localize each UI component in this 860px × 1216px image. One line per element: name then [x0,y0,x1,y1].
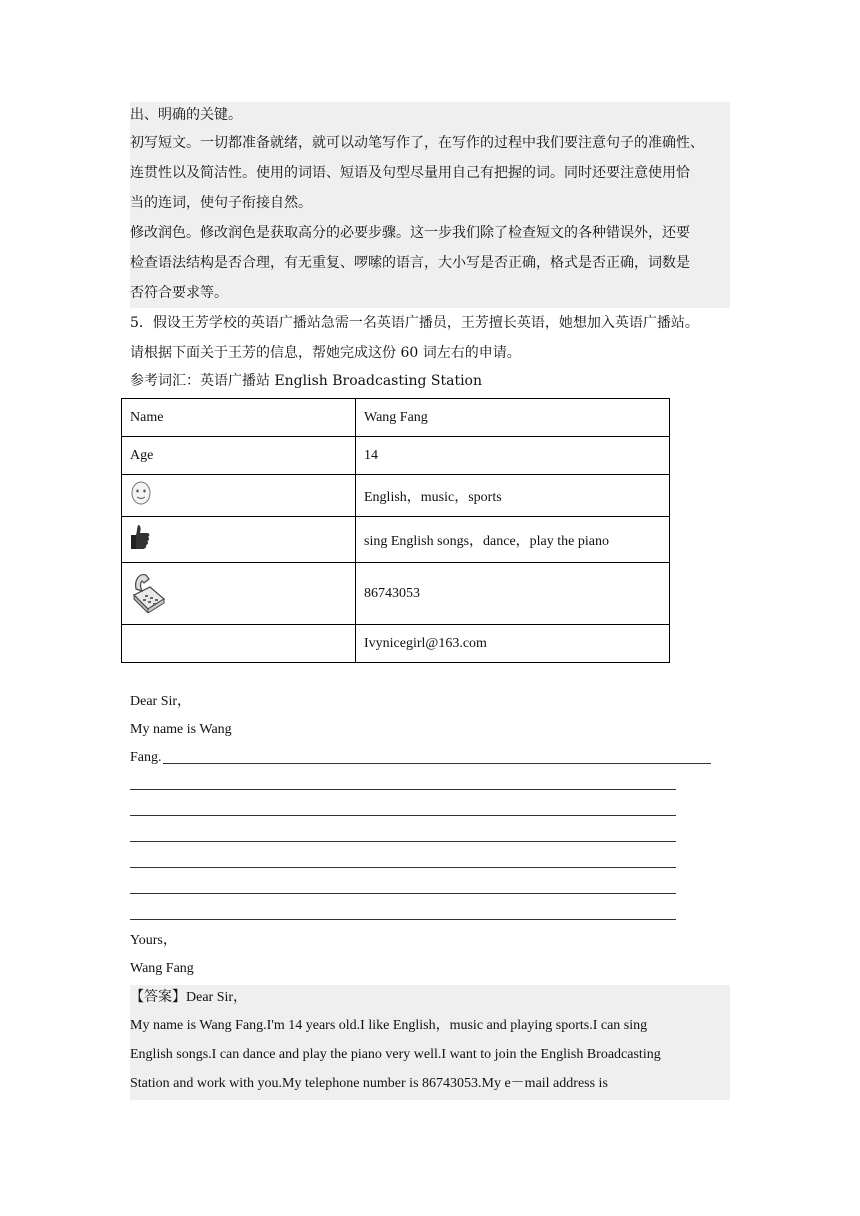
answer-blank-line [130,892,676,894]
table-cell-label: Name [122,399,356,437]
question-line-2: 请根据下面关于王芳的信息，帮她完成这份 60 词左右的申请。 [130,345,521,361]
intro-line-3: 连贯性以及简洁性。使用的词语、短语及句型尽量用自己有把握的词。同时还要注意使用恰 [130,165,690,181]
thumbs-up-icon [130,523,152,551]
table-row [122,399,670,437]
table-row [122,517,670,563]
smiley-face-icon [130,480,152,506]
letter-signature: Wang Fang [130,961,194,976]
table-cell-label: Age [122,437,356,475]
letter-greeting: Dear Sir， [130,694,192,709]
table-cell-label [122,625,356,663]
table-row [122,563,670,625]
answer-label: 【答案】 [130,989,186,1005]
table-cell-value: Wang Fang [356,399,670,437]
intro-line-4: 当的连词，使句子衔接自然。 [130,195,312,211]
table-row [122,437,670,475]
question-vocab: 参考词汇：英语广播站 English Broadcasting Station [130,373,482,389]
table-cell-value: 86743053 [356,563,670,625]
intro-line-2: 初写短文。一切都准备就绪，就可以动笔写作了，在写作的过程中我们要注意句子的准确性、 [130,135,704,151]
intro-line-1: 出、明确的关键。 [130,107,242,123]
answer-blank-line [163,762,711,764]
table-row [122,475,670,517]
table-cell-value: sing English songs，dance，play the piano [356,517,670,563]
letter-start-2: Fang. [130,750,162,765]
answer-line-4: Station and work with you.My telephone number is 86743053.My e－mail address is [130,1076,608,1091]
answer-blank-line [130,866,676,868]
question-line-1: 5．假设王芳学校的英语广播站急需一名英语广播员，王芳擅长英语，她想加入英语广播站。 [130,315,699,331]
intro-line-6: 检查语法结构是否合理，有无重复、啰嗦的语言，大小写是否正确，格式是否正确，词数是 [130,255,690,271]
letter-start-1: My name is Wang [130,722,232,737]
letter-closing: Yours， [130,933,177,948]
answer-blank-line [130,814,676,816]
answer-blank-line [130,788,676,790]
answer-blank-line [130,918,676,920]
answer-blank-line [130,840,676,842]
info-table [121,398,670,663]
table-row [122,625,670,663]
answer-greeting: Dear Sir， [186,990,248,1005]
table-cell-value: English，music，sports [356,475,670,517]
intro-line-5: 修改润色。修改润色是获取高分的必要步骤。这一步我们除了检查短文的各种错误外，还要 [130,225,690,241]
telephone-icon [130,569,168,613]
answer-line-1 [130,988,247,1007]
table-cell-value: Ivynicegirl@163.com [356,625,670,663]
table-cell-value: 14 [356,437,670,475]
intro-line-7: 否符合要求等。 [130,285,228,301]
answer-line-3: English songs.I can dance and play the piano very well.I want to join the English Broadcasting [130,1047,661,1062]
answer-line-2: My name is Wang Fang.I'm 14 years old.I like English，music and playing sports.I can sing [130,1018,648,1033]
